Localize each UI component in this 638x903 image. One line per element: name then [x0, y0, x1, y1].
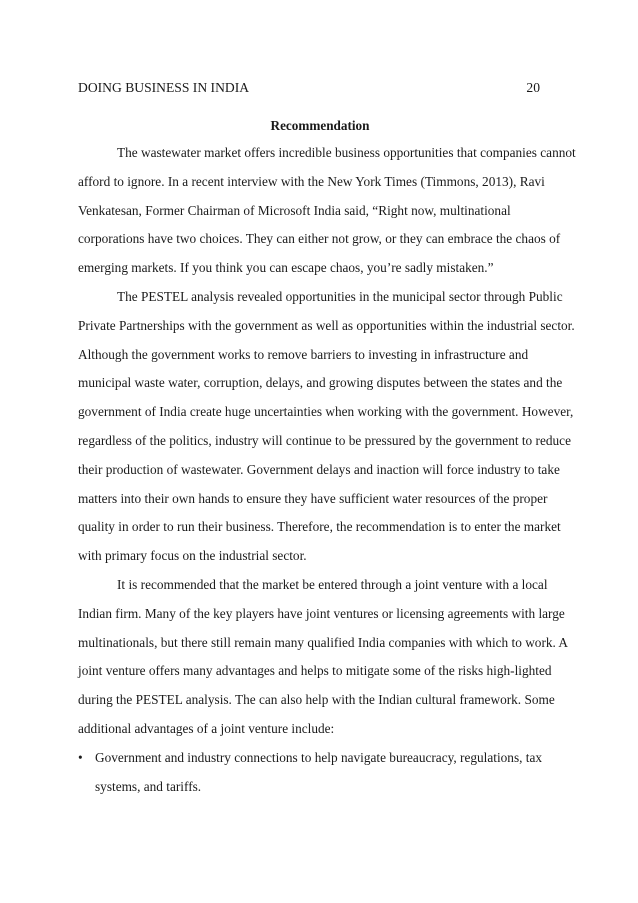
- section-heading: Recommendation: [270, 118, 370, 133]
- paragraph-line: multinationals, but there still remain many qualified India companies with which to work. A: [78, 634, 569, 650]
- paragraph-line: afford to ignore. In a recent interview with the New York Times (Timmons, 2013), Ravi: [78, 173, 545, 189]
- bullet-continuation: [78, 777, 562, 806]
- running-head: [78, 78, 540, 98]
- paragraph-line: with primary focus on the industrial sector.: [78, 548, 307, 564]
- paragraph-line: municipal waste water, corruption, delays, and growing disputes between the states and the: [78, 375, 563, 391]
- bullet-text: systems, and tariffs.: [95, 778, 202, 794]
- paragraph-line: government of India create huge uncertainties when working with the government. However,: [78, 404, 574, 420]
- paragraph-line: Venkatesan, Former Chairman of Microsoft India said, “Right now, multinational: [78, 202, 511, 218]
- paragraph-line: Indian firm. Many of the key players have joint ventures or licensing agreements with large: [78, 605, 565, 621]
- paragraph-line: Private Partnerships with the government as well as opportunities within the industrial sector.: [78, 317, 575, 333]
- paragraph-line: It is recommended that the market be entered through a joint venture with a local: [117, 576, 548, 592]
- bullet-text: Government and industry connections to help navigate bureaucracy, regulations, tax: [95, 749, 543, 765]
- paragraph-line: their production of wastewater. Government delays and inaction will force industry to take: [78, 461, 560, 477]
- paragraph-line: The PESTEL analysis revealed opportunities in the municipal sector through Public: [117, 288, 563, 304]
- paragraph-line: The wastewater market offers incredible business opportunities that companies cannot: [117, 145, 576, 160]
- paragraph-line: regardless of the politics, industry will continue to be pressured by the government to reduce: [78, 432, 571, 448]
- page-number: 20: [526, 80, 540, 95]
- paragraph-line: quality in order to run their business. Therefore, the recommendation is to enter the market: [78, 519, 561, 535]
- bullet-item: [78, 748, 562, 777]
- paragraph-line: corporations have two choices. They can either not grow, or they can embrace the chaos of: [78, 231, 561, 247]
- paragraph-line: additional advantages of a joint venture include:: [78, 720, 335, 736]
- paragraph-line: joint venture offers many advantages and helps to mitigate some of the risks high-lighted: [78, 663, 552, 679]
- body-text: [78, 143, 576, 805]
- bullet-marker: •: [78, 749, 83, 765]
- paragraph-line: Although the government works to remove barriers to investing in infrastructure and: [78, 346, 529, 362]
- paragraph-line: emerging markets. If you think you can escape chaos, you’re sadly mistaken.”: [78, 260, 494, 276]
- running-head-title: DOING BUSINESS IN INDIA: [78, 80, 250, 95]
- paragraph-line: during the PESTEL analysis. The can also help with the Indian cultural framework. Some: [78, 692, 555, 708]
- paragraph-line: matters into their own hands to ensure they have sufficient water resources of the proper: [78, 490, 548, 506]
